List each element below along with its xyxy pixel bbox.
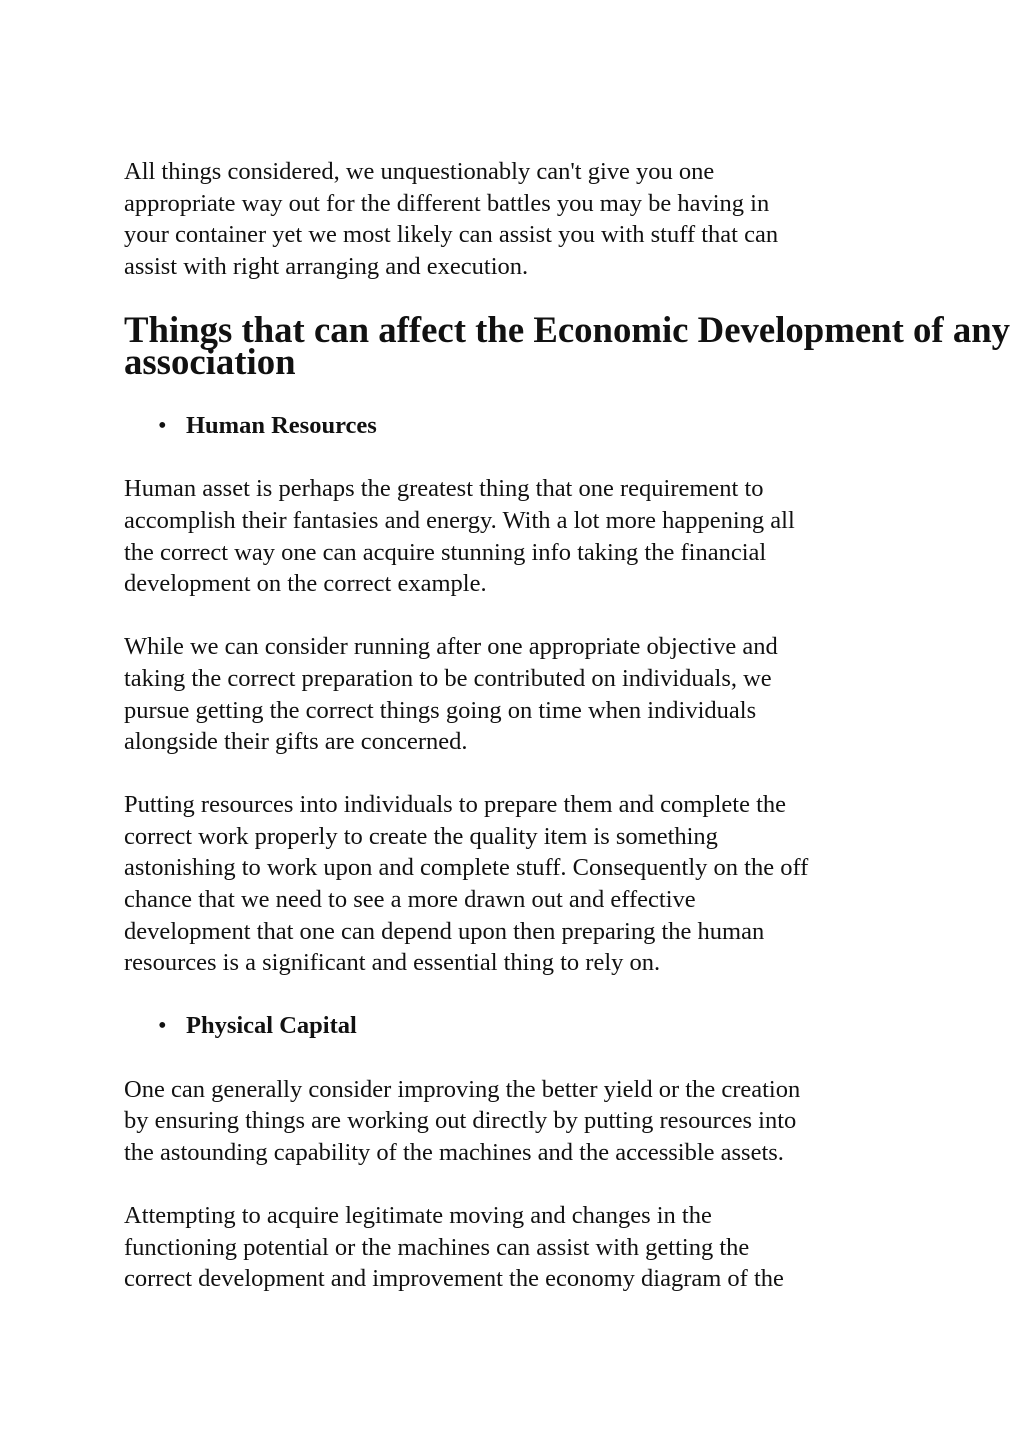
- text-line: appropriate way out for the different battles you may be having in: [124, 189, 770, 217]
- text-line: pursue getting the correct things going on time when individuals: [124, 696, 757, 724]
- text-line: accomplish their fantasies and energy. With a lot more happening all: [124, 506, 795, 534]
- text-line: One can generally consider improving the better yield or the creation: [124, 1075, 801, 1103]
- text-line: development that one can depend upon then preparing the human: [124, 917, 765, 945]
- text-line: Human asset is perhaps the greatest thing that one requirement to: [124, 475, 764, 503]
- text-line: assist with right arranging and execution.: [124, 252, 529, 280]
- bullet-icon: •: [158, 1012, 167, 1040]
- text-line: chance that we need to see a more drawn out and effective: [124, 886, 696, 914]
- heading-line: Things that can affect the Economic Development of any: [124, 308, 1011, 350]
- intro-paragraph: [124, 156, 904, 282]
- text-line: astonishing to work upon and complete stuff. Consequently on the off: [124, 854, 809, 882]
- text-line: functioning potential or the machines can assist with getting the: [124, 1233, 750, 1261]
- text-line: Putting resources into individuals to prepare them and complete the: [124, 791, 787, 819]
- human-resources-paragraph-3: [124, 789, 904, 979]
- text-line: correct development and improvement the economy diagram of the: [124, 1265, 784, 1293]
- human-resources-paragraph-2: [124, 631, 904, 757]
- text-line: the correct way one can acquire stunning info taking the financial: [124, 538, 767, 566]
- section-heading: [124, 308, 1011, 382]
- text-line: While we can consider running after one appropriate objective and: [124, 633, 778, 661]
- text-line: All things considered, we unquestionably can't give you one: [124, 158, 715, 185]
- physical-capital-paragraph-1: [124, 1074, 904, 1169]
- bullet-label: Physical Capital: [186, 1012, 357, 1040]
- bullet-physical-capital: [124, 1010, 904, 1042]
- bullet-label: Human Resources: [186, 412, 377, 440]
- document-page: [124, 156, 1011, 1326]
- text-line: by ensuring things are working out directly by putting resources into: [124, 1107, 797, 1135]
- text-line: taking the correct preparation to be contributed on individuals, we: [124, 664, 772, 692]
- physical-capital-paragraph-2: [124, 1200, 904, 1295]
- text-line: Attempting to acquire legitimate moving and changes in the: [124, 1202, 712, 1229]
- heading-line: association: [124, 340, 296, 382]
- text-line: correct work properly to create the quality item is something: [124, 822, 718, 850]
- text-line: development on the correct example.: [124, 570, 487, 598]
- bullet-icon: •: [158, 412, 167, 440]
- human-resources-paragraph-1: [124, 473, 904, 599]
- text-line: alongside their gifts are concerned.: [124, 728, 468, 756]
- text-line: resources is a significant and essential thing to rely on.: [124, 949, 661, 977]
- bullet-human-resources: [124, 410, 904, 442]
- text-line: the astounding capability of the machines and the accessible assets.: [124, 1138, 784, 1166]
- text-line: your container yet we most likely can assist you with stuff that can: [124, 221, 779, 249]
